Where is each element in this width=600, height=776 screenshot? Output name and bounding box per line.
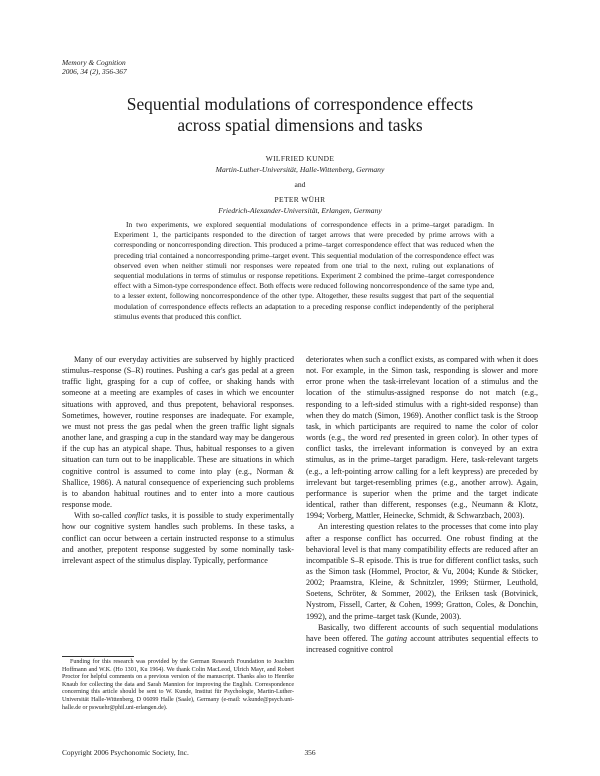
body-paragraph: With so-called conflict tasks, it is possible to study experimentally how our cognitive system handles such problems. In these tasks, a conflict can occur between a certain instructed response to a stimulus and another, prepotent response suggested by some nominally task-irrelevant aspect of the stimulus display. Typically, performance bbox=[62, 511, 294, 565]
author-1: WILFRIED KUNDE bbox=[265, 154, 335, 163]
page-number: 356 bbox=[304, 748, 316, 757]
journal-citation: 2006, 34 (2), 356-367 bbox=[62, 67, 127, 77]
body-column-right bbox=[306, 354, 538, 655]
emphasis-term: conflict bbox=[124, 511, 149, 521]
body-paragraph: An interesting question relates to the processes that come into play after a response conflict has occurred. One robust finding at the behavioral level is that many compatibility effects are reduced after an incompatible S–R episode. This is true for different conflict tasks, such as the Simon task (Hommel, Proctor, & Vu, 2004; Kunde & Stöcker, 2002; Praamstra, Kleine, & Schnitzler, 1999; Stürmer, Leuthold, Soetens, Schröter, & Sommer, 2002), the Eriksen task (Botvinick, Nystrom, Fissell, Carter, & Cohen, 1999; Gratton, Coles, & Donchin, 1992), and the prime–target task (Kunde, 2003). bbox=[306, 522, 538, 621]
affiliation-2: Friedrich-Alexander-Universität, Erlangen, Germany bbox=[218, 206, 382, 215]
copyright-notice: Copyright 2006 Psychonomic Society, Inc. bbox=[62, 748, 189, 757]
title-line-2: across spatial dimensions and tasks bbox=[177, 115, 423, 135]
author-conjunction: and bbox=[294, 180, 306, 189]
emphasis-term: red bbox=[380, 433, 391, 443]
body-column-left bbox=[62, 354, 294, 566]
author-2: PETER WÜHR bbox=[274, 195, 326, 204]
body-paragraph: Basically, two different accounts of such sequential modulations have been offered. The gating account attributes sequential effects to increased cognitive control bbox=[306, 622, 539, 655]
journal-name: Memory & Cognition bbox=[62, 58, 126, 67]
abstract: In two experiments, we explored sequential modulations of correspondence effects in a prime–target paradigm. In Experiment 1, the participants responded to the direction of target arrows that were preceded by prime arrows with a corresponding or noncorresponding direction. This produced a prime–target correspondence effect that was reduced when the preceding trial contained a noncorresponding prime–target event. This sequential modulation of the correspondence effect was observed even when neither stimuli nor responses were repeated from one trial to the next, ruling out explanations of sequential modulations in terms of stimulus or response repetitions. Experiment 2 combined the prime–target correspondence effect with a Simon-type correspondence effect. Both effects were reduced following noncorrespondence of the same type and, to a lesser extent, following noncorrespondence of the other type. Altogether, these results suggest that part of the sequential modulation of correspondence effects reflects an adaptation to a preceding response conflict independently of the peripheral stimulus events that produced this conflict. bbox=[114, 220, 494, 321]
journal-header bbox=[62, 58, 127, 77]
footnote bbox=[62, 659, 294, 712]
emphasis-term: gating bbox=[386, 633, 408, 643]
footnote-divider bbox=[62, 656, 134, 657]
paper-title bbox=[60, 94, 540, 136]
body-paragraph: deteriorates when such a conflict exists, as compared with when it does not. For example, in the Simon task, responding is slower and more error prone when the task-irrelevant location of a stimulus and the location of the stimulus-assigned response do not match (e.g., responding to a left-sided stimulus with a right-sided response) than when they do match (Simon, 1969). Another conflict task is the Stroop task, in which participants are required to name the color of color words (e.g., the word red presented in green color). In other types of conflict tasks, the irrelevant information is conveyed by an extra stimulus, as in the prime–target paradigm. Here, task-relevant targets (e.g., a left-pointing arrow calling for a left keypress) are preceded by irrelevant but target-resembling primes (e.g., another arrow). Again, performance is superior when the prime and the target indicate identical, rather than different, responses (e.g., Neumann & Klotz, 1994; Vorberg, Mattler, Heinecke, Schmidt, & Schwarzbach, 2003). bbox=[306, 355, 538, 521]
title-line-1: Sequential modulations of correspondence effects bbox=[126, 94, 474, 114]
footnote-text: Funding for this research was provided by the German Research Foundation to Joachim Hoffmann and W.K. (Ho 1301, Ku 1964). We thank Colin MacLeod, Ulrich Mayr, and Robert Proctor for helpful comments on a previous version of the manuscript. Thanks also to Henrike Knaub for collecting the data and Sarah Mannion for improving the English. Correspondence concerning this article should be sent to W. Kunde, Institut für Psychologie, Martin-Luther-Universität Halle-Wittenberg, D 06099 Halle (Saale), Germany (e-mail: w.kunde@psych.uni-halle.de or pswuehr@phil.uni-erlangen.de). bbox=[62, 659, 294, 711]
body-paragraph: Many of our everyday activities are subserved by highly practiced stimulus–response (S–R) routines. Pushing a car's gas pedal at a green traffic light, grasping for a cup of coffee, or shaking hands with someone at a meeting are examples of cases in which we encounter situations with approved, and thus prepotent, behavioral responses. Sometimes, however, routine responses are inadequate. For example, we must not press the gas pedal when the green traffic light signals another lane, and grasping a cup in the standard way may be dangerous if the cup has an atypical shape. Thus, habitual responses to a given situation can turn out to be inapplicable. These are situations in which cognitive control is assumed to come into play (e.g., Norman & Shallice, 1986). A natural consequence of experiencing such problems is to abandon habitual routines and to enter into a more cautious response mode. bbox=[62, 355, 294, 510]
affiliation-1: Martin-Luther-Universität, Halle-Wittenberg, Germany bbox=[215, 165, 385, 174]
